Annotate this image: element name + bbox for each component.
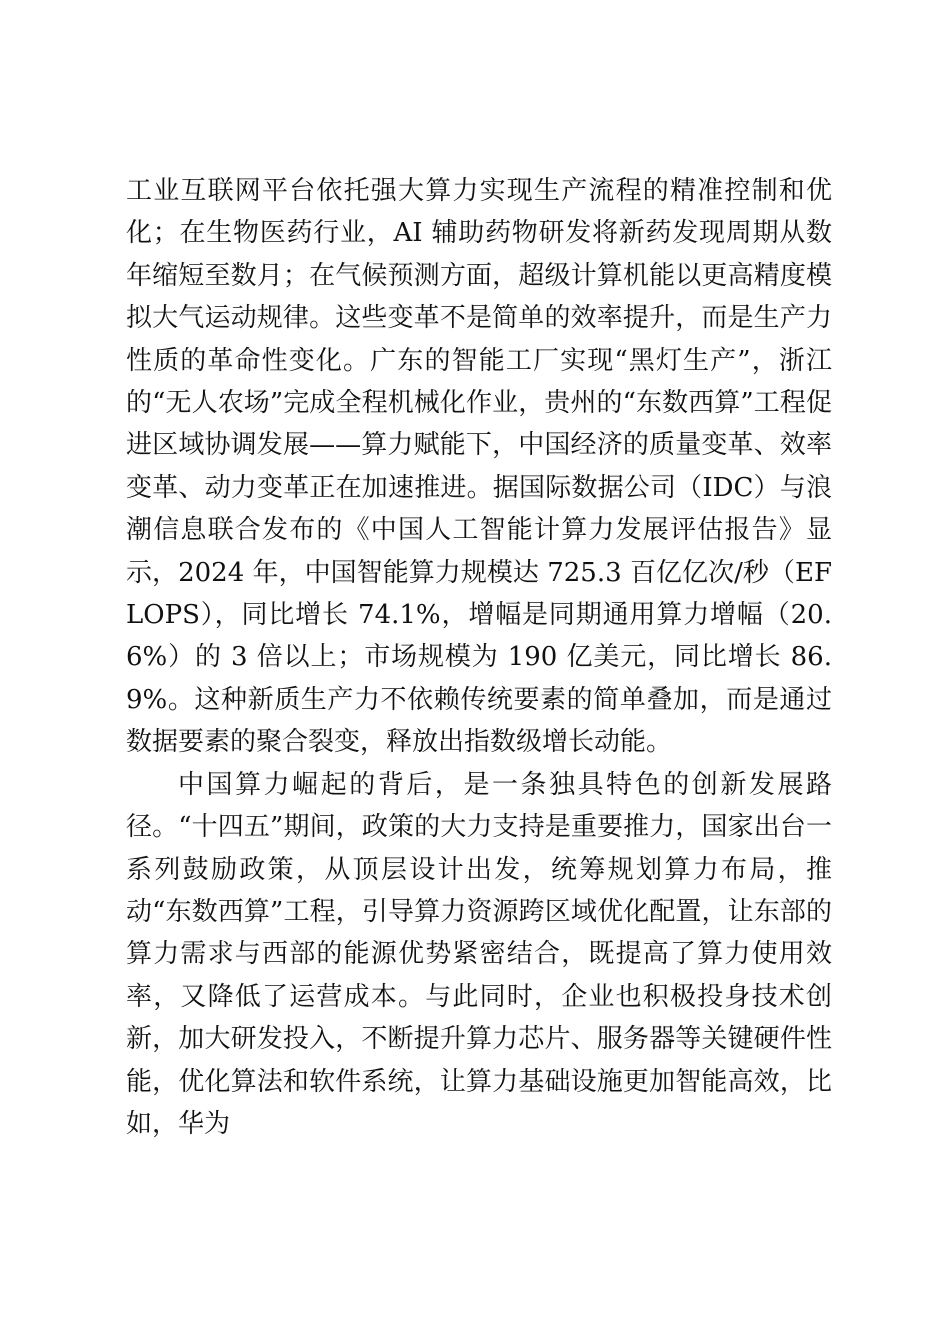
paragraph-2: 中国算力崛起的背后，是一条独具特色的创新发展路径。“十四五”期间，政策的大力支持是重要推力，国家出台一系列鼓励政策，从顶层设计出发，统筹规划算力布局，推动“东数西算”工程，引导算力资源跨区域优化配置，让东部的算力需求与西部的能源优势紧密结合，既提高了算力使用效率，又降低了运营成本。与此同时，企业也积极投身技术创新，加大研发投入，不断提升算力芯片、服务器等关键硬件性能，优化算法和软件系统，让算力基础设施更加智能高效，比如，华为 xyxy=(126,769,832,1139)
body-text xyxy=(126,170,832,1145)
paragraph-1: 工业互联网平台依托强大算力实现生产流程的精准控制和优化；在生物医药行业，AI 辅助药物研发将新药发现周期从数年缩短至数月；在气候预测方面，超级计算机能以更高精度模拟大气运动规律。这些变革不是简单的效率提升，而是生产力性质的革命性变化。广东的智能工厂实现“黑灯生产”，浙江的“无人农场”完成全程机械化作业，贵州的“东数西算”工程促进区域协调发展——算力赋能下，中国经济的质量变革、效率变革、动力变革正在加速推进。据国际数据公司（IDC）与浪潮信息联合发布的《中国人工智能计算力发展评估报告》显示，2024 年，中国智能算力规模达 725.3 百亿亿次/秒（EFLOPS），同比增长 74.1%，增幅是同期通用算力增幅（20.6%）的 3 倍以上；市场规模为 190 亿美元，同比增长 86.9%。这种新质生产力不依赖传统要素的简单叠加，而是通过数据要素的聚合裂变，释放出指数级增长动能。 xyxy=(126,176,832,758)
